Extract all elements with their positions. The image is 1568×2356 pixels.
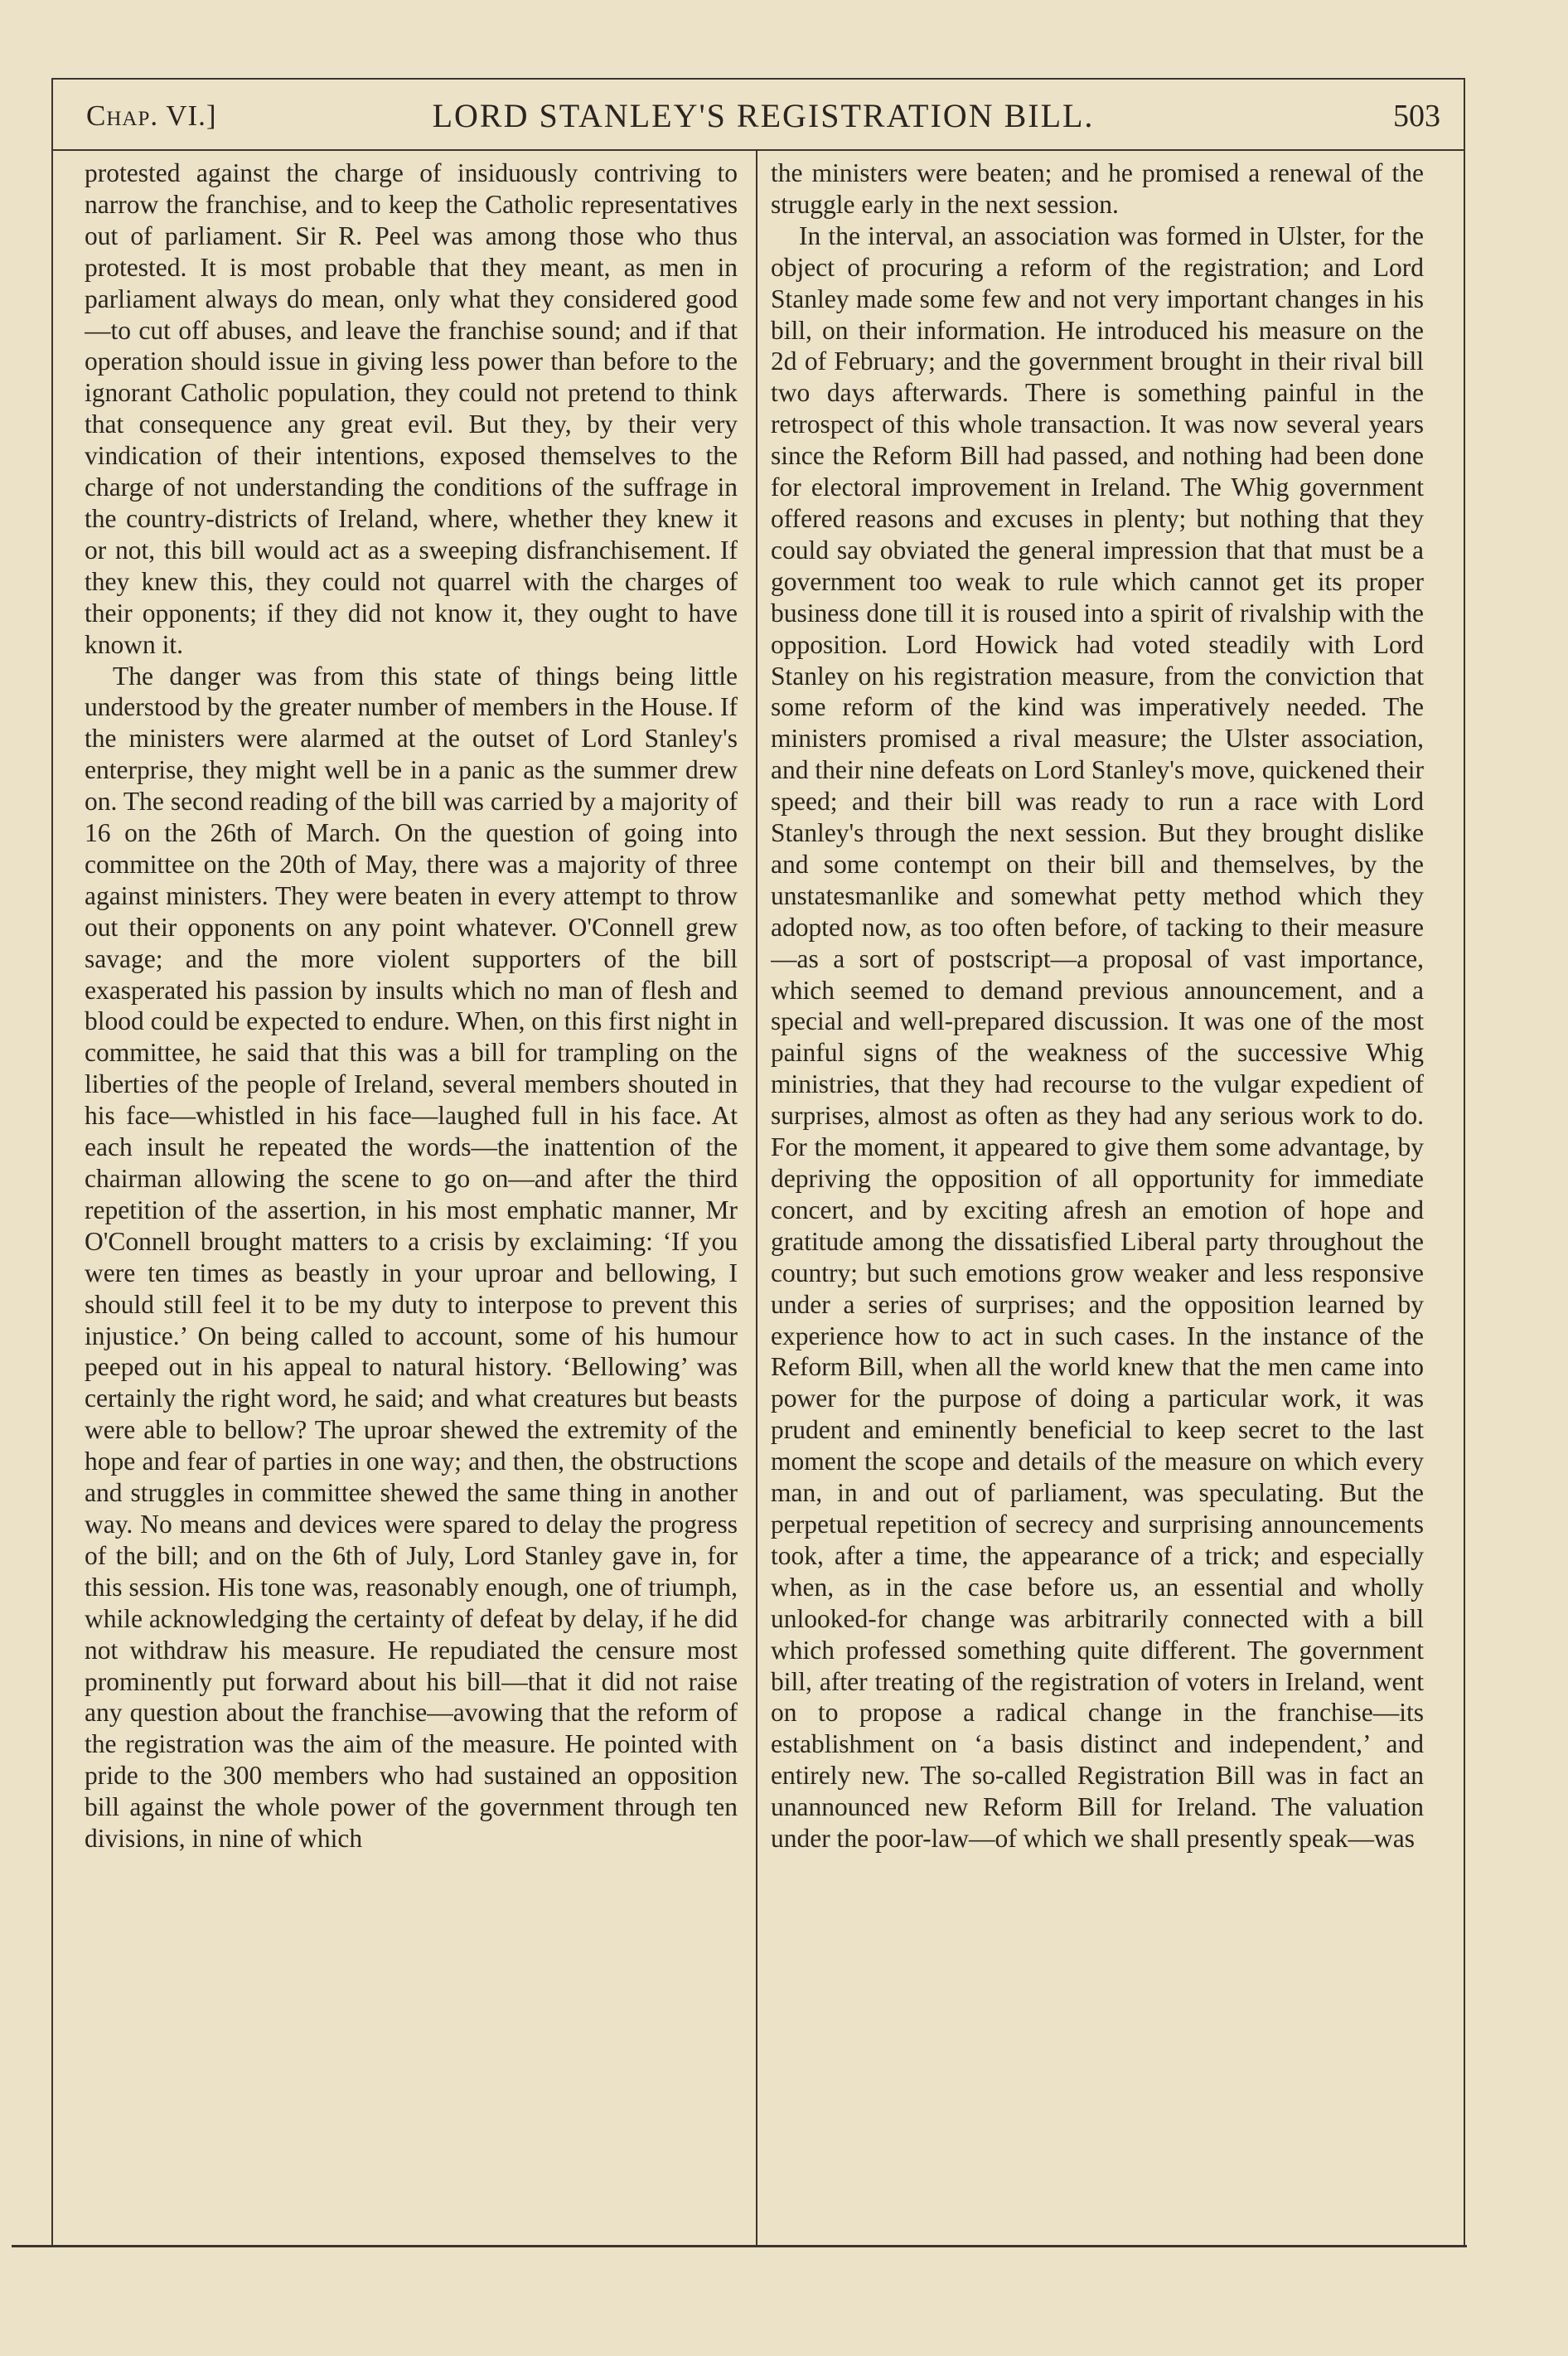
left-column bbox=[85, 158, 738, 2222]
page-title: LORD STANLEY'S REGISTRATION BILL. bbox=[432, 97, 1095, 134]
left-rule bbox=[51, 78, 53, 2247]
right-rule bbox=[1464, 78, 1465, 2247]
column-divider bbox=[756, 151, 757, 2247]
right-paragraph-2: In the interval, an association was formed in Ulster, for the object of procuring a reform of the registration; and Lord Stanley made some few and not very important changes in his bill, on their information. He introduced his measure on the 2d of February; and the government brought in their rival bill two days afterwards. There is something painful in the retrospect of this whole transaction. It was now several years since the Reform Bill had passed, and nothing had been done for electoral improvement in Ireland. The Whig government offered reasons and excuses in plenty; but nothing that they could say obviated the general impression that that must be a government too weak to rule which cannot get its proper business done till it is roused into a spirit of rivalship with the opposition. Lord Howick had voted steadily with Lord Stanley on his registration measure, from the conviction that some reform of the kind was imperatively needed. The ministers promised a rival measure; the Ulster association, and their nine defeats on Lord Stanley's move, quickened their speed; and their bill was ready to run a race with Lord Stanley's through the next session. But they brought dislike and some contempt on their bill and themselves, by the unstatesmanlike and somewhat petty method which they adopted now, as too often before, of tacking to their measure—as a sort of postscript—a proposal of vast importance, which seemed to demand previous announcement, and a special and well-prepared discussion. It was one of the most painful signs of the weakness of the successive Whig ministries, that they had recourse to the vulgar expedient of surprises, almost as often as they had any serious work to do. For the moment, it appeared to give them some advantage, by depriving the opposition of all opportunity for immediate concert, and by exciting afresh an emotion of hope and gratitude among the dissatisfied Liberal party throughout the country; but such emotions grow weaker and less responsive under a series of surprises; and the opposition learned by experience how to act in such cases. In the instance of the Reform Bill, when all the world knew that the men came into power for the purpose of doing a particular work, it was prudent and eminently beneficial to keep secret to the last moment the scope and details of the measure on which every man, in and out of parliament, was speculating. But the perpetual repetition of secrecy and surprising announcements took, after a time, the appearance of a trick; and especially when, as in the case before us, an essential and wholly unlooked-for change was arbitrarily connected with a bill which professed something quite different. The government bill, after treating of the registration of voters in Ireland, went on to propose a radical change in the franchise—its establishment on ‘a basis distinct and independent,’ and entirely new. The so-called Registration Bill was in fact an unannounced new Reform Bill for Ireland. The valuation under the poor-law—of which we shall presently speak—was bbox=[771, 221, 1424, 1854]
chapter-label: Chap. VI.] bbox=[86, 99, 217, 132]
left-paragraph-1: protested against the charge of insiduously contriving to narrow the franchise, and to keep the Catholic representatives out of parliament. Sir R. Peel was among those who thus protested. It is most probable that they meant, as men in parliament always do mean, only what they considered good—to cut off abuses, and leave the franchise sound; and if that operation should issue in giving less power than before to the ignorant Catholic population, they could not pretend to think that consequence any great evil. But they, by their very vindication of their intentions, exposed themselves to the charge of not understanding the conditions of the suffrage in the country-districts of Ireland, where, whether they knew it or not, this bill would act as a sweeping disfranchisement. If they knew this, they could not quarrel with the charges of their opponents; if they did not know it, they ought to have known it. bbox=[85, 158, 738, 659]
header-rule bbox=[51, 149, 1465, 151]
right-column bbox=[771, 158, 1424, 2222]
top-rule bbox=[51, 78, 1465, 80]
bottom-rule bbox=[12, 2245, 1467, 2247]
page-number: 503 bbox=[1393, 99, 1440, 133]
left-paragraph-2: The danger was from this state of things being little understood by the greater number of members in the House. If the ministers were alarmed at the outset of Lord Stanley's enterprise, they might well be in a panic as the summer drew on. The second reading of the bill was carried by a majority of 16 on the 26th of March. On the question of going into committee on the 20th of May, there was a majority of three against ministers. They were beaten in every attempt to throw out their opponents on any point whatever. O'Connell grew savage; and the more violent supporters of the bill exasperated his passion by insults which no man of flesh and blood could be expected to endure. When, on this first night in committee, he said that this was a bill for trampling on the liberties of the people of Ireland, several members shouted in his face—whistled in his face—laughed full in his face. At each insult he repeated the words—the inattention of the chairman allowing the scene to go on—and after the third repetition of the assertion, in his most emphatic manner, Mr O'Connell brought matters to a crisis by exclaiming: ‘If you were ten times as beastly in your uproar and bellowing, I should still feel it to be my duty to interpose to prevent this injustice.’ On being called to account, some of his humour peeped out in his appeal to natural history. ‘Bellowing’ was certainly the right word, he said; and what creatures but beasts were able to bellow? The uproar shewed the extremity of the hope and fear of parties in one way; and then, the obstructions and struggles in committee shewed the same thing in another way. No means and devices were spared to delay the progress of the bill; and on the 6th of July, Lord Stanley gave in, for this session. His tone was, reasonably enough, one of triumph, while acknowledging the certainty of defeat by delay, if he did not withdraw his measure. He repudiated the censure most prominently put forward about his bill—that it did not raise any question about the franchise—avowing that the reform of the registration was the aim of the measure. He pointed with pride to the 300 members who had sustained an opposition bill against the whole power of the government through ten divisions, in nine of which bbox=[85, 661, 738, 1854]
right-paragraph-1: the ministers were beaten; and he promised a renewal of the struggle early in the next session. bbox=[771, 158, 1424, 219]
running-header bbox=[86, 93, 1440, 144]
